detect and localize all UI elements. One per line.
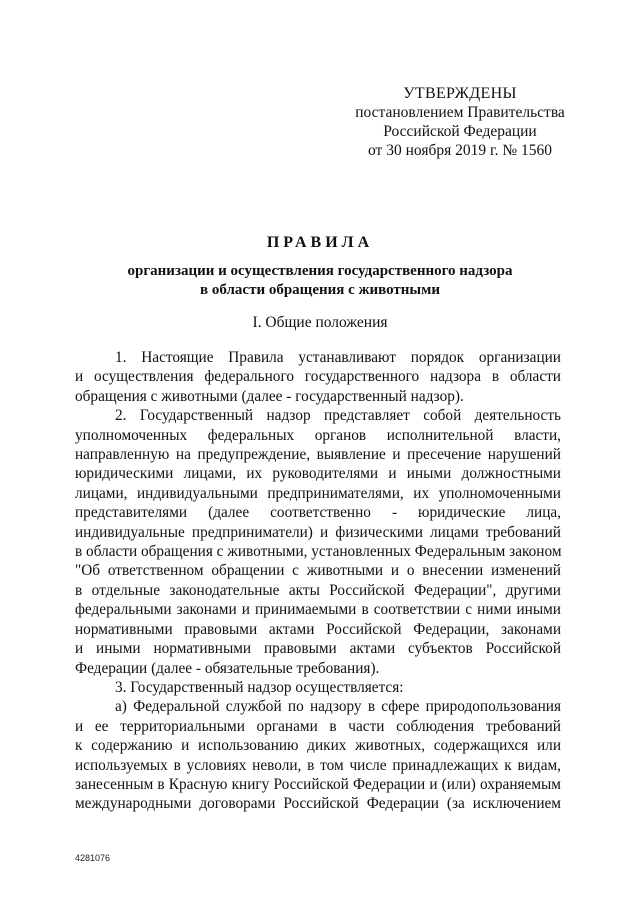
body-line: 1. Настоящие Правила устанавливают порядок организации [115, 349, 561, 366]
body-line: "Об ответственном обращении с животными и о внесении изменений [75, 562, 561, 580]
approval-line-1: постановлением Правительства [355, 104, 565, 121]
document-subtitle [90, 262, 550, 300]
body-line: уполномоченных федеральных органов исполнительной власти, [75, 426, 561, 444]
body-line: лицами, индивидуальными предпринимателями, их уполномоченными [75, 484, 561, 502]
body-line: Федерации (далее - обязательные требования). [75, 659, 380, 677]
body-line: занесенным в Красную книгу Российской Федерации и (или) охраняемым [75, 775, 561, 793]
body-line: представителями (далее соответственно - юридические лица, [75, 504, 561, 522]
body-line: используемых в условиях неволи, в том числе принадлежащих к видам, [75, 756, 561, 774]
body-line: 2. Государственный надзор представляет собой деятельность [115, 407, 561, 425]
approval-line-3: от 30 ноября 2019 г. № 1560 [368, 142, 552, 159]
body-line: и осуществления федерального государственного надзора в области [75, 368, 561, 386]
body-line: в отдельные законодательные акты Российской Федерации", другими [75, 581, 561, 599]
body-line: в области обращения с животными, установленных Федеральным законом [75, 543, 562, 561]
body-line: и иными нормативными правовыми актами субъектов Российской [75, 640, 561, 658]
body-line: нормативными правовыми актами Российской Федерации, законами [75, 620, 561, 638]
body-line: 3. Государственный надзор осуществляется: [115, 678, 404, 696]
body-line: и ее территориальными органами в части соблюдения требований [75, 717, 561, 735]
document-body [75, 348, 561, 814]
subtitle-line-1: организации и осуществления государственного надзора [127, 263, 513, 279]
body-line: индивидуальные предприниматели) и физическими лицами требований [75, 523, 561, 541]
approval-block [330, 84, 590, 160]
document-code: 4281076 [75, 853, 111, 863]
section-title: I. Общие положения [252, 314, 388, 331]
body-line: юридическими лицами, их руководителями и иными должностными [75, 465, 561, 483]
body-line: международными договорами Российской Федерации (за исключением [75, 795, 561, 813]
body-line: направленную на предупреждение, выявление и пресечение нарушений [75, 446, 561, 464]
document-title: ПРАВИЛА [266, 234, 374, 251]
approval-heading: УТВЕРЖДЕНЫ [403, 85, 517, 102]
body-line: к содержанию и использованию диких животных, содержащихся или [75, 737, 561, 755]
subtitle-line-2: в области обращения с животными [200, 282, 440, 298]
body-line: федеральными законами и принимаемыми в соответствии с ними иными [75, 601, 561, 619]
body-line: обращения с животными (далее - государственный надзор). [75, 387, 464, 405]
body-line: а) Федеральной службой по надзору в сфере природопользования [115, 698, 561, 716]
approval-line-2: Российской Федерации [383, 123, 537, 140]
